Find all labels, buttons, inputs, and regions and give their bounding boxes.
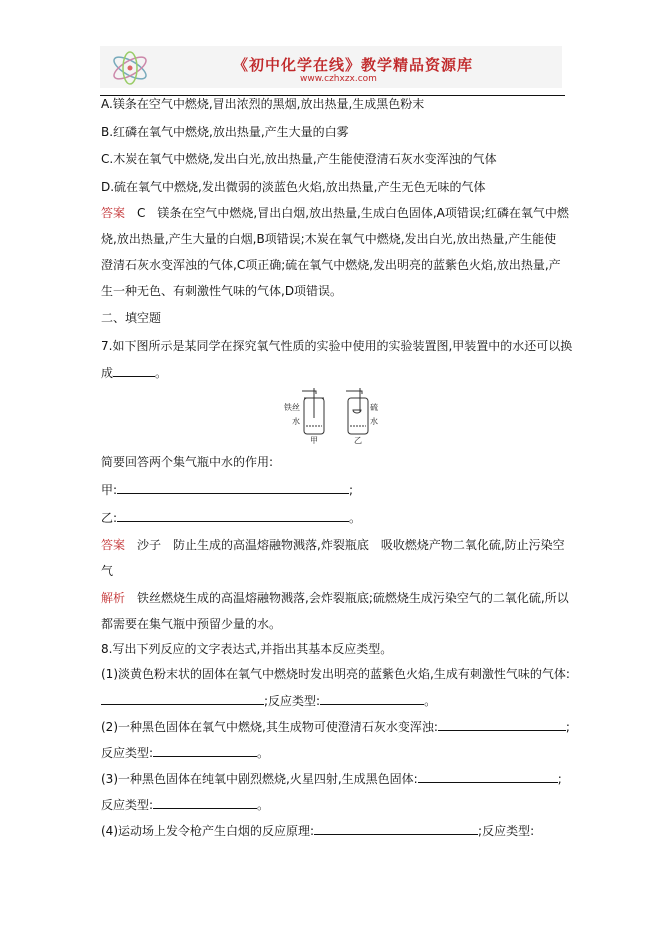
answer-text: C 镁条在空气中燃烧,冒出白烟,放出热量,生成白色固体,A项错误;红磷在氧气中燃 xyxy=(137,206,569,220)
answer-text: 沙子 防止生成的高温熔融物溅落,炸裂瓶底 吸收燃烧产物二氧化硫,防止污染空 xyxy=(137,538,565,552)
equation-blank[interactable] xyxy=(101,692,264,705)
option-c: C.木炭在氧气中燃烧,发出白光,放出热量,产生能使澄清石灰水变浑浊的气体 xyxy=(101,152,497,166)
water-label-2: 水 xyxy=(370,417,378,426)
type-label: ;反应类型: xyxy=(264,694,321,708)
answer-label: 答案 xyxy=(101,538,126,552)
type-label: 反应类型: xyxy=(101,798,154,812)
q7-prompt: 简要回答两个集气瓶中水的作用: xyxy=(101,455,274,469)
type-label: 反应类型: xyxy=(101,746,154,760)
type-label: ;反应类型: xyxy=(478,824,535,838)
q7-answer-line xyxy=(101,537,565,553)
answer-text: 澄清石灰水变浑浊的气体,C项正确;硫在氧气中燃烧,发出明亮的蓝紫色火焰,放出热量,产 xyxy=(101,258,561,272)
yi-answer-line xyxy=(101,509,361,526)
atom-logo-icon xyxy=(108,50,152,86)
q8-stem: 8.写出下列反应的文字表达式,并指出其基本反应类型。 xyxy=(101,642,393,656)
equation-blank[interactable] xyxy=(418,770,558,783)
answer-label: 答案 xyxy=(101,206,126,220)
analysis-label: 解析 xyxy=(101,591,126,605)
header-banner xyxy=(100,46,562,88)
period: 。 xyxy=(155,366,168,380)
q7-stem-cont xyxy=(101,364,167,381)
equation-blank[interactable] xyxy=(314,822,478,835)
q8-part2-type xyxy=(101,744,269,761)
option-d: D.硫在氧气中燃烧,发出微弱的淡蓝色火焰,放出热量,产生无色无味的气体 xyxy=(101,180,486,194)
q8-part1-answer xyxy=(101,692,436,709)
stem-text: 成 xyxy=(101,366,114,380)
q8-part3 xyxy=(101,770,562,787)
answer-text: 烧,放出热量,产生大量的白烟,B项错误;木炭在氧气中燃烧,发出白光,放出热量,产生能使 xyxy=(101,232,557,246)
q7-stem: 7.如下图所示是某同学在探究氧气性质的实验中使用的实验装置图,甲装置中的水还可以换 xyxy=(101,339,573,353)
part-text: (2)一种黑色固体在氧气中燃烧,其生成物可使澄清石灰水变浑浊: xyxy=(101,720,438,734)
punct: 。 xyxy=(349,511,362,525)
header-title: 《初中化学在线》教学精品资源库 xyxy=(233,56,474,74)
section-heading: 二、填空题 xyxy=(101,311,162,325)
analysis-text: 铁丝燃烧生成的高温熔融物溅落,会炸裂瓶底;硫燃烧生成污染空气的二氧化硫,所以 xyxy=(137,591,569,605)
part-text: (4)运动场上发令枪产生白烟的反应原理: xyxy=(101,824,315,838)
option-b: B.红磷在氧气中燃烧,放出热量,产生大量的白雾 xyxy=(101,125,349,139)
punct: 。 xyxy=(257,746,270,760)
option-a: A.镁条在空气中燃烧,冒出浓烈的黑烟,放出热量,生成黑色粉末 xyxy=(101,97,425,111)
punct: ; xyxy=(349,483,354,497)
punct: ; xyxy=(565,720,570,734)
q6-answer-line xyxy=(101,205,569,221)
q8-part1: (1)淡黄色粉末状的固体在氧气中燃烧时发出明亮的蓝紫色火焰,生成有刺激性气味的气体: xyxy=(101,667,570,681)
answer-text: 生一种无色、有刺激性气味的气体,D项错误。 xyxy=(101,284,343,298)
q8-part3-type xyxy=(101,796,269,813)
water-label: 水 xyxy=(292,417,300,426)
punct: ; xyxy=(557,772,562,786)
analysis-text: 都需要在集气瓶中预留少量的水。 xyxy=(101,617,282,631)
jia-answer-line xyxy=(101,481,353,498)
punct: 。 xyxy=(424,694,437,708)
equation-blank[interactable] xyxy=(438,718,566,731)
part-text: (3)一种黑色固体在纯氧中剧烈燃烧,火星四射,生成黑色固体: xyxy=(101,772,418,786)
jia-label: 甲 xyxy=(310,436,318,444)
answer-text: 气 xyxy=(101,564,114,578)
jia-blank[interactable] xyxy=(117,481,349,494)
iron-wire-label: 铁丝 xyxy=(284,403,300,412)
yi-label: 乙 xyxy=(354,436,362,444)
jia-label: 甲: xyxy=(101,483,118,497)
q7-analysis-line xyxy=(101,590,569,606)
answer-blank[interactable] xyxy=(113,364,155,377)
yi-label: 乙: xyxy=(101,511,118,525)
type-blank[interactable] xyxy=(320,692,424,705)
punct: 。 xyxy=(257,798,270,812)
header-url: www.czhxzx.com xyxy=(300,74,377,84)
yi-blank[interactable] xyxy=(117,509,349,522)
q8-part4 xyxy=(101,822,534,839)
type-blank[interactable] xyxy=(153,796,257,809)
type-blank[interactable] xyxy=(153,744,257,757)
q8-part2 xyxy=(101,718,570,735)
sulfur-label: 硫 xyxy=(370,403,378,412)
apparatus-figure xyxy=(282,388,382,444)
